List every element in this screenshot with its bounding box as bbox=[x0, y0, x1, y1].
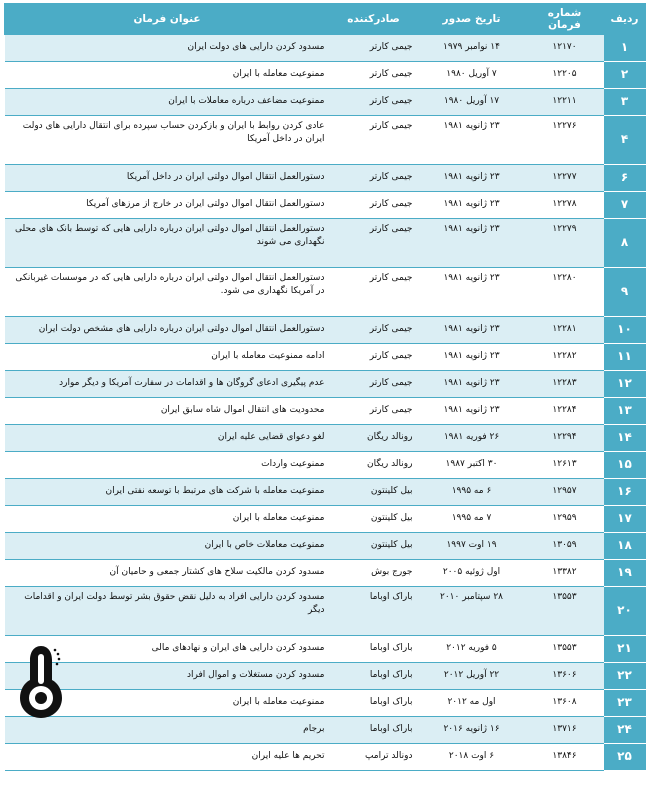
table-row bbox=[5, 371, 646, 398]
cell-issuer: جیمی کارتر bbox=[330, 35, 418, 62]
cell-number: ۱۲۶۱۳ bbox=[526, 452, 604, 479]
table-row bbox=[5, 506, 646, 533]
cell-radif: ۱۴ bbox=[604, 425, 646, 452]
cell-date: ۲۳ ژانویه ۱۹۸۱ bbox=[418, 344, 526, 371]
cell-date: ۲۳ ژانویه ۱۹۸۱ bbox=[418, 116, 526, 165]
cell-date: ۳۰ اکتبر ۱۹۸۷ bbox=[418, 452, 526, 479]
cell-radif: ۹ bbox=[604, 268, 646, 317]
cell-issuer: جیمی کارتر bbox=[330, 219, 418, 268]
cell-number: ۱۲۲۷۷ bbox=[526, 165, 604, 192]
cell-number: ۱۲۲۰۵ bbox=[526, 62, 604, 89]
cell-number: ۱۲۲۸۱ bbox=[526, 317, 604, 344]
table-row bbox=[5, 479, 646, 506]
cell-issuer: جیمی کارتر bbox=[330, 268, 418, 317]
cell-issuer: دونالد ترامپ bbox=[330, 744, 418, 771]
cell-radif: ۲۱ bbox=[604, 636, 646, 663]
cell-radif: ۴ bbox=[604, 116, 646, 165]
cell-title: ممنوعیت واردات bbox=[5, 452, 330, 479]
cell-issuer: رونالد ریگان bbox=[330, 452, 418, 479]
header-date: تاریخ صدور bbox=[418, 4, 526, 35]
cell-issuer: باراک اوباما bbox=[330, 587, 418, 636]
cell-date: ۲۳ ژانویه ۱۹۸۱ bbox=[418, 219, 526, 268]
cell-radif: ۱۱ bbox=[604, 344, 646, 371]
cell-date: ۲۸ سپتامبر ۲۰۱۰ bbox=[418, 587, 526, 636]
cell-title: ممنوعیت معامله با ایران bbox=[5, 690, 330, 717]
table-row bbox=[5, 425, 646, 452]
cell-title: دستورالعمل انتقال اموال دولتی ایران درباره دارایی هایی که در موسسات غیربانکی در آمریکا نگهداری می شود. bbox=[5, 268, 330, 317]
cell-number: ۱۲۲۸۳ bbox=[526, 371, 604, 398]
cell-number: ۱۲۲۹۴ bbox=[526, 425, 604, 452]
cell-title: ممنوعیت معامله با شرکت های مرتبط با توسعه نفتی ایران bbox=[5, 479, 330, 506]
cell-issuer: جیمی کارتر bbox=[330, 89, 418, 116]
cell-date: ۷ آوریل ۱۹۸۰ bbox=[418, 62, 526, 89]
cell-issuer: باراک اوباما bbox=[330, 690, 418, 717]
cell-title: عادی کردن روابط با ایران و بازکردن حساب سپرده برای انتقال دارایی های دولت ایران در داخل آمریکا bbox=[5, 116, 330, 165]
cell-date: ۲۳ ژانویه ۱۹۸۱ bbox=[418, 371, 526, 398]
header-radif: ردیف bbox=[604, 4, 646, 35]
table-row bbox=[5, 165, 646, 192]
table-row bbox=[5, 317, 646, 344]
cell-radif: ۸ bbox=[604, 219, 646, 268]
table-row bbox=[5, 744, 646, 771]
cell-issuer: جیمی کارتر bbox=[330, 344, 418, 371]
cell-number: ۱۳۷۱۶ bbox=[526, 717, 604, 744]
cell-title: مسدود کردن مالکیت سلاح های کشتار جمعی و حامیان آن bbox=[5, 560, 330, 587]
cell-radif: ۱۷ bbox=[604, 506, 646, 533]
cell-date: ۱۷ آوریل ۱۹۸۰ bbox=[418, 89, 526, 116]
header-issuer: صادرکننده bbox=[330, 4, 418, 35]
cell-issuer: جیمی کارتر bbox=[330, 398, 418, 425]
table-row bbox=[5, 219, 646, 268]
cell-issuer: جیمی کارتر bbox=[330, 62, 418, 89]
cell-title: تحریم ها علیه ایران bbox=[5, 744, 330, 771]
cell-title: برجام bbox=[5, 717, 330, 744]
cell-radif: ۲۲ bbox=[604, 663, 646, 690]
table-row bbox=[5, 452, 646, 479]
header-title: عنوان فرمان bbox=[5, 4, 330, 35]
cell-date: ۲۳ ژانویه ۱۹۸۱ bbox=[418, 192, 526, 219]
table-header-row bbox=[5, 4, 646, 35]
cell-number: ۱۲۲۸۴ bbox=[526, 398, 604, 425]
cell-number: ۱۲۹۵۷ bbox=[526, 479, 604, 506]
cell-date: ۱۴ نوامبر ۱۹۷۹ bbox=[418, 35, 526, 62]
cell-radif: ۶ bbox=[604, 165, 646, 192]
cell-issuer: رونالد ریگان bbox=[330, 425, 418, 452]
cell-title: دستورالعمل انتقال اموال دولتی ایران درباره دارایی هایی که توسط بانک های محلی نگهداری می شوند bbox=[5, 219, 330, 268]
cell-number: ۱۳۶۰۸ bbox=[526, 690, 604, 717]
table-row bbox=[5, 533, 646, 560]
table-row bbox=[5, 663, 646, 690]
cell-issuer: جورج بوش bbox=[330, 560, 418, 587]
cell-date: ۱۶ ژانویه ۲۰۱۶ bbox=[418, 717, 526, 744]
table-row bbox=[5, 636, 646, 663]
cell-title: ممنوعیت معاملات خاص با ایران bbox=[5, 533, 330, 560]
cell-title: محدودیت های انتقال اموال شاه سابق ایران bbox=[5, 398, 330, 425]
table-row bbox=[5, 116, 646, 165]
cell-number: ۱۲۹۵۹ bbox=[526, 506, 604, 533]
cell-radif: ۲۵ bbox=[604, 744, 646, 771]
institution-logo-icon bbox=[18, 640, 64, 720]
cell-radif: ۱۳ bbox=[604, 398, 646, 425]
cell-number: ۱۲۲۸۲ bbox=[526, 344, 604, 371]
table-row bbox=[5, 62, 646, 89]
cell-title: ادامه ممنوعیت معامله با ایران bbox=[5, 344, 330, 371]
cell-title: دستورالعمل انتقال اموال دولتی ایران در داخل آمریکا bbox=[5, 165, 330, 192]
cell-number: ۱۲۲۱۱ bbox=[526, 89, 604, 116]
cell-issuer: جیمی کارتر bbox=[330, 116, 418, 165]
cell-number: ۱۲۱۷۰ bbox=[526, 35, 604, 62]
cell-issuer: باراک اوباما bbox=[330, 717, 418, 744]
cell-number: ۱۳۵۵۳ bbox=[526, 587, 604, 636]
cell-issuer: بیل کلینتون bbox=[330, 533, 418, 560]
cell-radif: ۲۴ bbox=[604, 717, 646, 744]
cell-number: ۱۳۶۰۶ bbox=[526, 663, 604, 690]
cell-title: ممنوعیت معامله با ایران bbox=[5, 62, 330, 89]
cell-date: ۶ مه ۱۹۹۵ bbox=[418, 479, 526, 506]
cell-radif: ۱ bbox=[604, 35, 646, 62]
cell-title: عدم پیگیری ادعای گروگان ها و اقدامات در سفارت آمریکا و دیگر موارد bbox=[5, 371, 330, 398]
cell-number: ۱۲۲۷۶ bbox=[526, 116, 604, 165]
cell-number: ۱۲۲۷۹ bbox=[526, 219, 604, 268]
table-row bbox=[5, 344, 646, 371]
cell-date: ۲۳ ژانویه ۱۹۸۱ bbox=[418, 398, 526, 425]
cell-date: ۲۳ ژانویه ۱۹۸۱ bbox=[418, 165, 526, 192]
cell-date: اول ژوئیه ۲۰۰۵ bbox=[418, 560, 526, 587]
cell-title: مسدود کردن دارایی های دولت ایران bbox=[5, 35, 330, 62]
cell-date: ۶ اوت ۲۰۱۸ bbox=[418, 744, 526, 771]
decrees-table bbox=[4, 3, 646, 771]
cell-issuer: بیل کلینتون bbox=[330, 506, 418, 533]
cell-issuer: جیمی کارتر bbox=[330, 371, 418, 398]
cell-radif: ۱۵ bbox=[604, 452, 646, 479]
cell-radif: ۲ bbox=[604, 62, 646, 89]
cell-title: مسدود کردن دارایی های ایران و نهادهای مالی bbox=[5, 636, 330, 663]
cell-title: دستورالعمل انتقال اموال دولتی ایران در خارج از مرزهای آمریکا bbox=[5, 192, 330, 219]
cell-issuer: جیمی کارتر bbox=[330, 165, 418, 192]
cell-radif: ۳ bbox=[604, 89, 646, 116]
header-number: شماره فرمان bbox=[526, 4, 604, 35]
cell-number: ۱۲۲۷۸ bbox=[526, 192, 604, 219]
cell-issuer: باراک اوباما bbox=[330, 636, 418, 663]
cell-title: مسدود کردن دارایی افراد به دلیل نقض حقوق بشر توسط دولت ایران و اقدامات دیگر bbox=[5, 587, 330, 636]
cell-radif: ۷ bbox=[604, 192, 646, 219]
cell-date: ۷ مه ۱۹۹۵ bbox=[418, 506, 526, 533]
cell-radif: ۲۰ bbox=[604, 587, 646, 636]
cell-date: ۲۳ ژانویه ۱۹۸۱ bbox=[418, 317, 526, 344]
cell-issuer: جیمی کارتر bbox=[330, 192, 418, 219]
cell-date: اول مه ۲۰۱۲ bbox=[418, 690, 526, 717]
cell-number: ۱۳۰۵۹ bbox=[526, 533, 604, 560]
cell-radif: ۱۸ bbox=[604, 533, 646, 560]
cell-title: ممنوعیت مضاعف درباره معاملات با ایران bbox=[5, 89, 330, 116]
cell-date: ۲۶ فوریه ۱۹۸۱ bbox=[418, 425, 526, 452]
cell-radif: ۲۳ bbox=[604, 690, 646, 717]
table-row bbox=[5, 89, 646, 116]
cell-radif: ۱۹ bbox=[604, 560, 646, 587]
cell-number: ۱۳۸۴۶ bbox=[526, 744, 604, 771]
cell-date: ۱۹ اوت ۱۹۹۷ bbox=[418, 533, 526, 560]
table-row bbox=[5, 35, 646, 62]
cell-radif: ۱۰ bbox=[604, 317, 646, 344]
cell-title: مسدود کردن مستغلات و اموال افراد bbox=[5, 663, 330, 690]
cell-radif: ۱۲ bbox=[604, 371, 646, 398]
cell-title: دستورالعمل انتقال اموال دولتی ایران درباره دارایی های مشخص دولت ایران bbox=[5, 317, 330, 344]
table-row bbox=[5, 268, 646, 317]
cell-issuer: باراک اوباما bbox=[330, 663, 418, 690]
table-row bbox=[5, 398, 646, 425]
table-row bbox=[5, 560, 646, 587]
cell-date: ۲۳ ژانویه ۱۹۸۱ bbox=[418, 268, 526, 317]
cell-date: ۵ فوریه ۲۰۱۲ bbox=[418, 636, 526, 663]
cell-number: ۱۲۲۸۰ bbox=[526, 268, 604, 317]
table-row bbox=[5, 717, 646, 744]
cell-radif: ۱۶ bbox=[604, 479, 646, 506]
decrees-table-page bbox=[5, 3, 646, 771]
table-row bbox=[5, 587, 646, 636]
cell-issuer: بیل کلینتون bbox=[330, 479, 418, 506]
cell-title: ممنوعیت معامله با ایران bbox=[5, 506, 330, 533]
table-row bbox=[5, 690, 646, 717]
cell-number: ۱۳۵۵۳ bbox=[526, 636, 604, 663]
cell-number: ۱۳۳۸۲ bbox=[526, 560, 604, 587]
table-row bbox=[5, 192, 646, 219]
cell-title: لغو دعوای قضایی علیه ایران bbox=[5, 425, 330, 452]
cell-date: ۲۲ آوریل ۲۰۱۲ bbox=[418, 663, 526, 690]
cell-issuer: جیمی کارتر bbox=[330, 317, 418, 344]
